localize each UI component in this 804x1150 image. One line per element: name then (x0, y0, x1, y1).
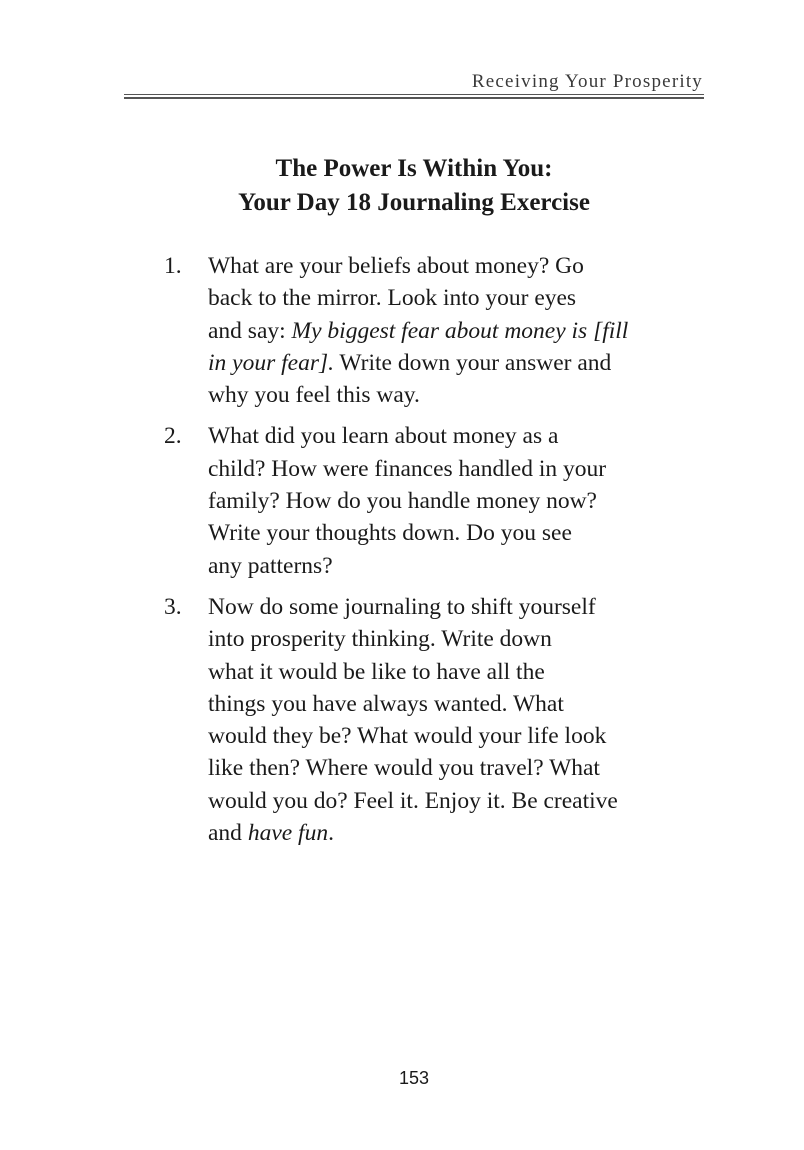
text-run: Write your thoughts down. Do you see (208, 520, 572, 547)
section-title-line-2: Your Day 18 Journaling Exercise (238, 189, 590, 216)
running-head: Receiving Your Prosperity (471, 71, 703, 92)
text-run: family? How do you handle money now? (208, 488, 597, 515)
exercise-item-2 (164, 420, 674, 581)
text-run: any patterns? (208, 552, 333, 579)
text-run: things you have always wanted. What (208, 690, 564, 717)
text-line (208, 282, 674, 314)
text-line (208, 517, 674, 549)
text-run: What are your beliefs about money? Go (208, 253, 584, 279)
text-line (208, 817, 674, 849)
item-text (208, 591, 674, 849)
text-line (208, 591, 674, 623)
text-line (208, 785, 674, 817)
text-line (208, 485, 674, 517)
text-run: What did you learn about money as a (208, 423, 559, 450)
header-rule-top (124, 94, 704, 95)
italic-phrase: have fun (247, 820, 329, 847)
text-run: into prosperity thinking. Write down (208, 626, 552, 653)
text-run: would you do? Feel it. Enjoy it. Be creative (208, 787, 618, 814)
page-number: 153 (398, 1068, 430, 1088)
text-run: what it would be like to have all the (208, 658, 545, 685)
item-number: 3. (164, 593, 182, 620)
item-text (208, 420, 674, 581)
text-line (208, 623, 674, 655)
text-line (208, 250, 674, 282)
text-run: why you feel this way. (208, 382, 420, 409)
section-title (0, 152, 804, 220)
text-run: back to the mirror. Look into your eyes (208, 285, 577, 312)
text-line (208, 379, 674, 411)
text-run: and (208, 820, 248, 847)
text-run: Write down your answer and (333, 349, 612, 376)
italic-phrase: in your fear]. (208, 349, 334, 376)
item-text (208, 250, 674, 411)
text-line (208, 453, 674, 485)
text-run: . (328, 820, 334, 847)
text-run: like then? Where would you travel? What (208, 755, 600, 782)
exercise-list (164, 250, 674, 858)
text-line (208, 315, 674, 347)
section-title-line-1: The Power Is Within You: (275, 155, 553, 182)
text-line (208, 550, 674, 582)
text-line (208, 347, 674, 379)
item-number: 1. (164, 253, 182, 279)
text-line (208, 720, 674, 752)
text-run: and say: (208, 317, 292, 344)
text-line (208, 420, 674, 452)
header-rule-bottom (124, 97, 704, 99)
text-line (208, 752, 674, 784)
item-number: 2. (164, 423, 182, 450)
text-run: Now do some journaling to shift yourself (208, 593, 596, 620)
exercise-item-1 (164, 250, 674, 411)
text-line (208, 656, 674, 688)
italic-phrase: My biggest fear about money is [fill (291, 317, 629, 344)
text-run: child? How were finances handled in your (208, 455, 607, 482)
exercise-item-3 (164, 591, 674, 849)
text-line (208, 688, 674, 720)
text-run: would they be? What would your life look (208, 723, 607, 750)
